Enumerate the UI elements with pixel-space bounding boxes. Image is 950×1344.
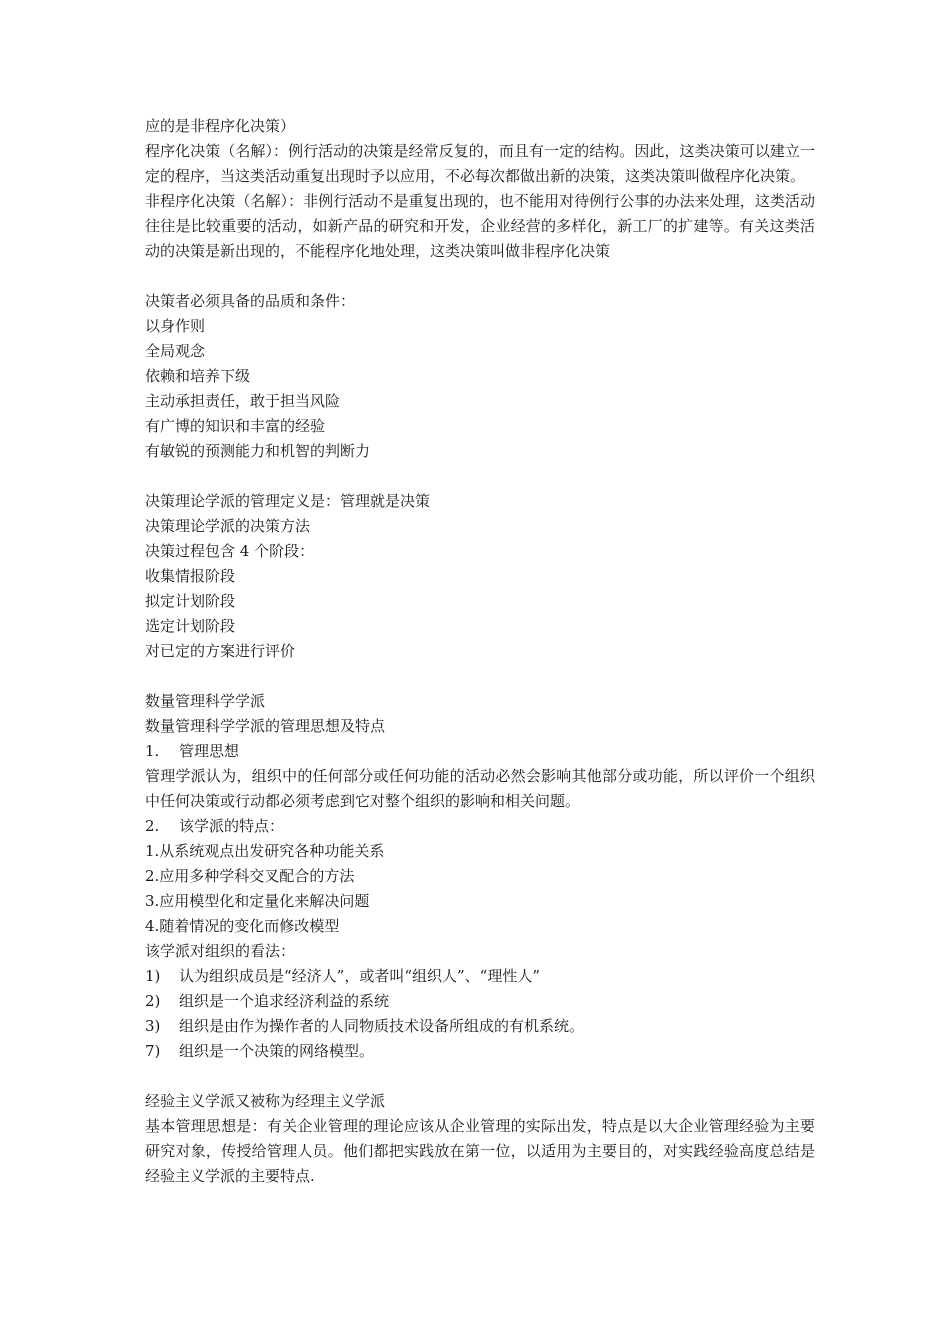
item-number: 1): [145, 967, 161, 985]
item-number: 1.: [145, 742, 160, 760]
list-item: 1.从系统观点出发研究各种功能关系: [145, 842, 385, 860]
item-text: 组织是一个决策的网络模型。: [179, 1042, 375, 1060]
list-item: 2.应用多种学科交叉配合的方法: [145, 867, 355, 885]
item-text: 组织是由作为操作者的人同物质技术设备所组成的有机系统。: [179, 1017, 585, 1035]
item-text: 认为组织成员是“经济人”，或者叫“组织人”、“理性人”: [179, 967, 541, 985]
item-number: 3): [145, 1017, 161, 1035]
item-text: 组织是一个追求经济利益的系统: [179, 992, 390, 1010]
list-item: [145, 1039, 815, 1064]
text-line: 该学派对组织的看法：: [145, 942, 296, 960]
section-title: 数量管理科学学派: [145, 692, 266, 710]
item-number: 2.: [145, 817, 160, 835]
list-item: [145, 989, 815, 1014]
text-line: 应的是非程序化决策）: [145, 117, 296, 135]
list-item: 以身作则: [145, 317, 206, 335]
document-page: [145, 114, 815, 1189]
item-number: 2): [145, 992, 161, 1010]
numbered-heading: [145, 814, 815, 839]
list-item: [145, 964, 815, 989]
text-line: 决策理论学派的决策方法: [145, 517, 311, 535]
list-item: 有广博的知识和丰富的经验: [145, 417, 326, 435]
blank-line: [145, 464, 815, 489]
paragraph-management-thought: 管理学派认为，组织中的任何部分或任何功能的活动必然会影响其他部分或功能，所以评价一个组织中任何决策或行动都必须考虑到它对整个组织的影响和相关问题。: [145, 767, 815, 810]
blank-line: [145, 1064, 815, 1089]
text-line: 决策理论学派的管理定义是：管理就是决策: [145, 492, 431, 510]
paragraph-programmed-decision: 程序化决策（名解）：例行活动的决策是经常反复的，而且有一定的结构。因此，这类决策可以建立一定的程序，当这类活动重复出现时予以应用，不必每次都做出新的决策，这类决策叫做程序化决策。: [145, 142, 815, 185]
blank-line: [145, 664, 815, 689]
list-item: 主动承担责任，敢于担当风险: [145, 392, 341, 410]
list-item: [145, 1014, 815, 1039]
text-line: 决策过程包含 4 个阶段：: [145, 542, 315, 560]
list-item: 选定计划阶段: [145, 617, 236, 635]
blank-line: [145, 264, 815, 289]
list-item: 有敏锐的预测能力和机智的判断力: [145, 442, 371, 460]
list-item: 3.应用模型化和定量化来解决问题: [145, 892, 370, 910]
list-item: 全局观念: [145, 342, 206, 360]
section-subtitle: 数量管理科学学派的管理思想及特点: [145, 717, 386, 735]
list-item: 对已定的方案进行评价: [145, 642, 296, 660]
paragraph-empiricism: 基本管理思想是：有关企业管理的理论应该从企业管理的实际出发，特点是以大企业管理经验为主要研究对象，传授给管理人员。他们都把实践放在第一位，以适用为主要目的，对实践经验高度总结是经验主义学派的主要特点.: [145, 1117, 815, 1185]
section-title: 经验主义学派又被称为经理主义学派: [145, 1092, 386, 1110]
paragraph-nonprogrammed-decision: 非程序化决策（名解）：非例行活动不是重复出现的，也不能用对待例行公事的办法来处理，这类活动往往是比较重要的活动，如新产品的研究和开发，企业经营的多样化，新工厂的扩建等。有关这类活动的决策是新出现的，不能程序化地处理，这类决策叫做非程序化决策: [145, 192, 815, 260]
section-heading: 决策者必须具备的品质和条件：: [145, 292, 356, 310]
numbered-heading: [145, 739, 815, 764]
list-item: 4.随着情况的变化而修改模型: [145, 917, 340, 935]
item-text: 该学派的特点：: [179, 817, 285, 835]
list-item: 收集情报阶段: [145, 567, 236, 585]
item-text: 管理思想: [179, 742, 240, 760]
list-item: 拟定计划阶段: [145, 592, 236, 610]
item-number: 7): [145, 1042, 161, 1060]
list-item: 依赖和培养下级: [145, 367, 251, 385]
